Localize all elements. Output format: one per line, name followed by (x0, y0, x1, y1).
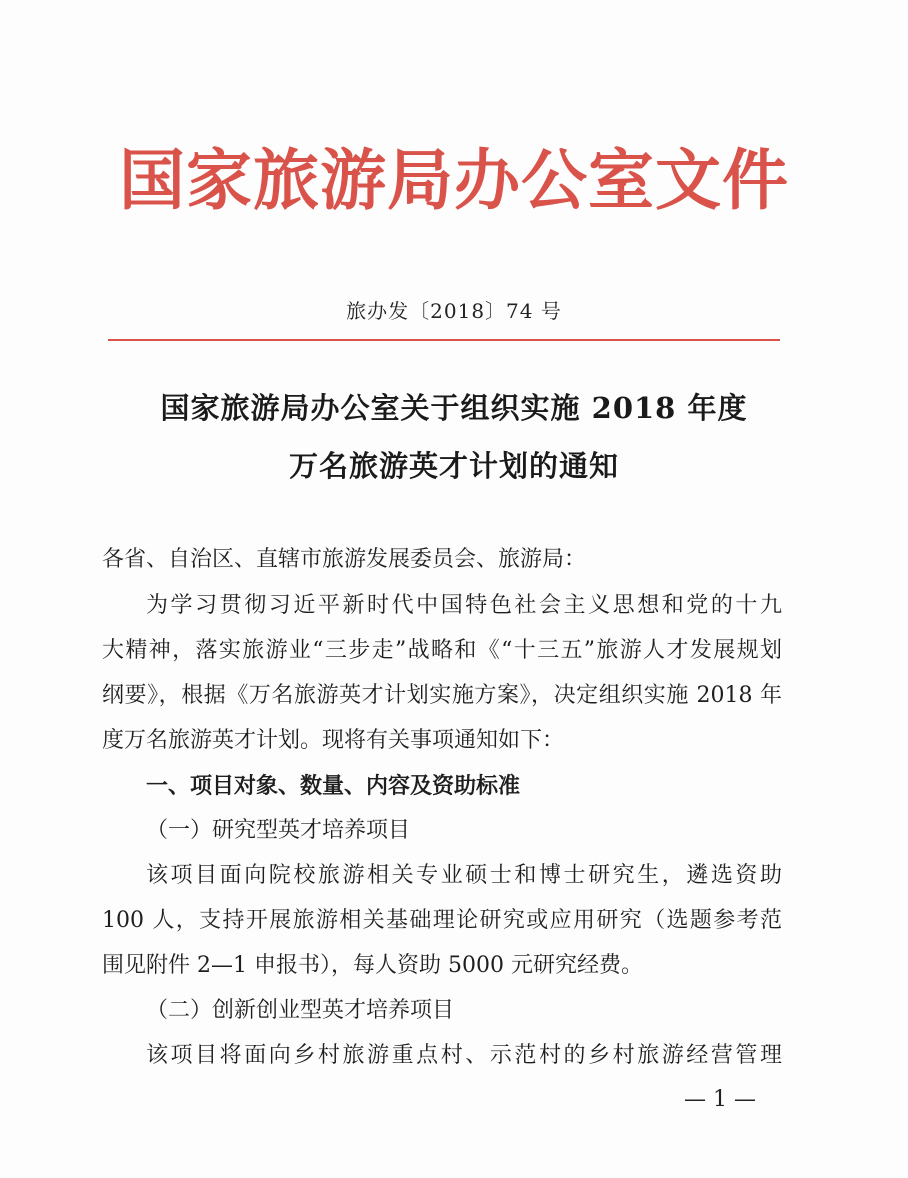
paragraph-line: 围见附件 2—1 申报书），每人资助 5000 元研究经费。 (102, 953, 643, 978)
paragraph-line: 纲要》，根据《万名旅游英才计划实施方案》，决定组织实施 2018 年 (102, 683, 782, 708)
page-number: — 1 — (684, 1087, 756, 1112)
paragraph-line: 该项目将面向乡村旅游重点村、示范村的乡村旅游经营管理 (146, 1043, 782, 1068)
document-header-title: 国家旅游局办公室文件 (119, 141, 789, 219)
paragraph-line: 度万名旅游英才计划。现将有关事项通知如下： (102, 728, 565, 753)
document-number: 旅办发〔2018〕74 号 (346, 299, 562, 323)
notice-title-line-1: 国家旅游局办公室关于组织实施 2018 年度 (160, 391, 748, 425)
subsection-heading: （二）创新创业型英才培养项目 (146, 998, 455, 1023)
section-heading: 一、项目对象、数量、内容及资助标准 (146, 773, 521, 799)
paragraph-line: 100 人，支持开展旅游相关基础理论研究或应用研究（选题参考范 (102, 908, 782, 933)
paragraph-line: 为学习贯彻习近平新时代中国特色社会主义思想和党的十九 (146, 593, 782, 618)
paragraph-line: 该项目面向院校旅游相关专业硕士和博士研究生，遴选资助 (146, 863, 782, 888)
red-divider-line (108, 339, 780, 341)
subsection-heading: （一）研究型英才培养项目 (146, 818, 411, 843)
notice-title-line-2: 万名旅游英才计划的通知 (288, 449, 619, 483)
salutation: 各省、自治区、直辖市旅游发展委员会、旅游局： (102, 547, 587, 572)
paragraph-line: 大精神，落实旅游业“三步走”战略和《“十三五”旅游人才发展规划 (102, 638, 782, 663)
